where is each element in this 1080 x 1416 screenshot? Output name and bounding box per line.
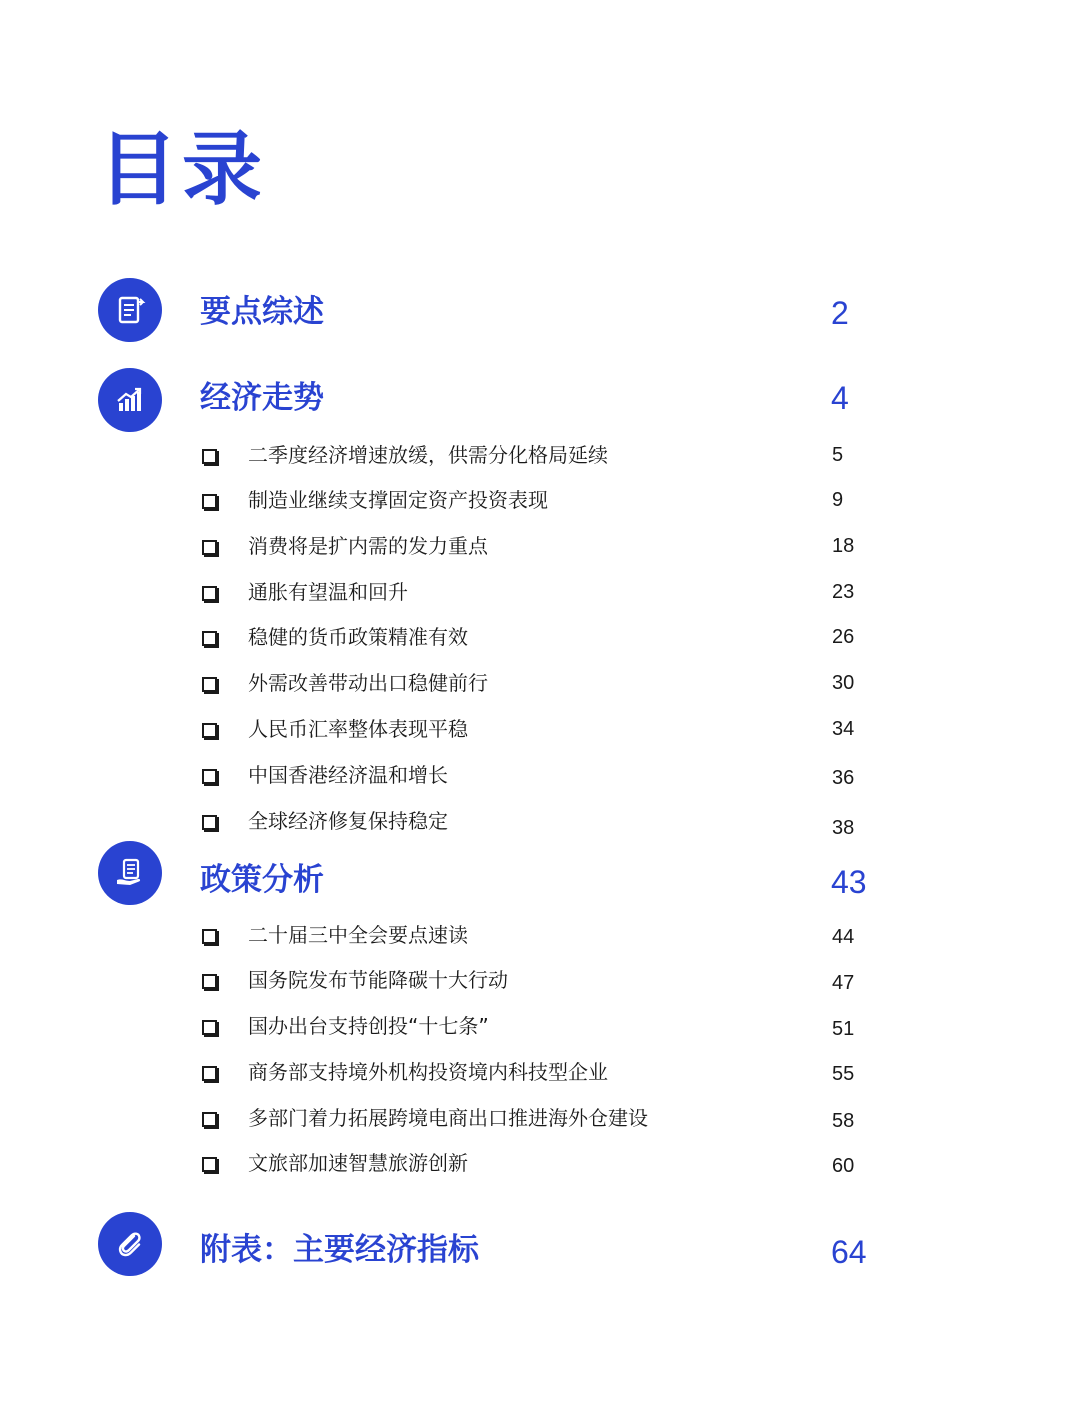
checkbox-icon <box>202 1112 217 1127</box>
section-page-appendix: 64 <box>831 1234 867 1270</box>
toc-item[interactable]: 外需改善带动出口稳健前行 <box>248 671 488 695</box>
section-page-economy: 4 <box>831 380 849 416</box>
toc-item[interactable]: 国办出台支持创投“十七条” <box>248 1014 489 1038</box>
toc-item[interactable]: 商务部支持境外机构投资境内科技型企业 <box>248 1060 608 1084</box>
toc-item[interactable]: 全球经济修复保持稳定 <box>248 809 448 833</box>
section-title-summary[interactable]: 要点综述 <box>200 294 324 330</box>
section-title-appendix[interactable]: 附表：主要经济指标 <box>200 1232 479 1268</box>
toc-item-page: 26 <box>832 626 855 648</box>
checkbox-icon <box>202 769 217 784</box>
toc-item-page: 38 <box>832 817 855 839</box>
checkbox-icon <box>202 677 217 692</box>
checkbox-icon <box>202 723 217 738</box>
toc-item-page: 9 <box>832 489 844 511</box>
checkbox-icon <box>202 1066 217 1081</box>
checkbox-icon <box>202 1157 217 1172</box>
toc-item[interactable]: 中国香港经济温和增长 <box>248 763 448 787</box>
paperclip-icon <box>98 1212 162 1276</box>
toc-item[interactable]: 文旅部加速智慧旅游创新 <box>248 1151 468 1175</box>
toc-item-page: 5 <box>832 444 844 466</box>
toc-item[interactable]: 消费将是扩内需的发力重点 <box>248 534 488 558</box>
toc-item[interactable]: 通胀有望温和回升 <box>248 580 408 604</box>
toc-item-page: 18 <box>832 535 855 557</box>
toc-item-page: 47 <box>832 972 855 994</box>
toc-item-page: 58 <box>832 1110 855 1132</box>
checkbox-icon <box>202 815 217 830</box>
toc-item-page: 36 <box>832 767 855 789</box>
toc-item[interactable]: 国务院发布节能降碳十大行动 <box>248 968 508 992</box>
toc-item[interactable]: 制造业继续支撑固定资产投资表现 <box>248 488 548 512</box>
section-page-summary: 2 <box>831 295 849 331</box>
toc-item-page: 51 <box>832 1018 855 1040</box>
toc-item[interactable]: 多部门着力拓展跨境电商出口推进海外仓建设 <box>248 1106 648 1130</box>
toc-item-page: 34 <box>832 718 855 740</box>
checkbox-icon <box>202 1020 217 1035</box>
toc-item-page: 30 <box>832 672 855 694</box>
toc-item[interactable]: 人民币汇率整体表现平稳 <box>248 717 468 741</box>
checkbox-icon <box>202 494 217 509</box>
page-title: 目录 <box>98 123 266 216</box>
section-page-policy: 43 <box>831 864 867 900</box>
toc-item[interactable]: 二十届三中全会要点速读 <box>248 923 468 947</box>
toc-item-page: 44 <box>832 926 855 948</box>
toc-item-page: 60 <box>832 1155 855 1177</box>
growth-chart-icon <box>98 368 162 432</box>
toc-item[interactable]: 稳健的货币政策精准有效 <box>248 625 468 649</box>
section-title-policy[interactable]: 政策分析 <box>200 862 324 898</box>
checkbox-icon <box>202 929 217 944</box>
checkbox-icon <box>202 631 217 646</box>
checkbox-icon <box>202 449 217 464</box>
policy-document-hand-icon <box>98 841 162 905</box>
toc-item-page: 23 <box>832 581 855 603</box>
section-title-economy[interactable]: 经济走势 <box>200 380 324 416</box>
checkbox-icon <box>202 586 217 601</box>
document-arrow-icon <box>98 278 162 342</box>
checkbox-icon <box>202 974 217 989</box>
toc-item-page: 55 <box>832 1063 855 1085</box>
toc-item[interactable]: 二季度经济增速放缓，供需分化格局延续 <box>248 443 608 467</box>
checkbox-icon <box>202 540 217 555</box>
